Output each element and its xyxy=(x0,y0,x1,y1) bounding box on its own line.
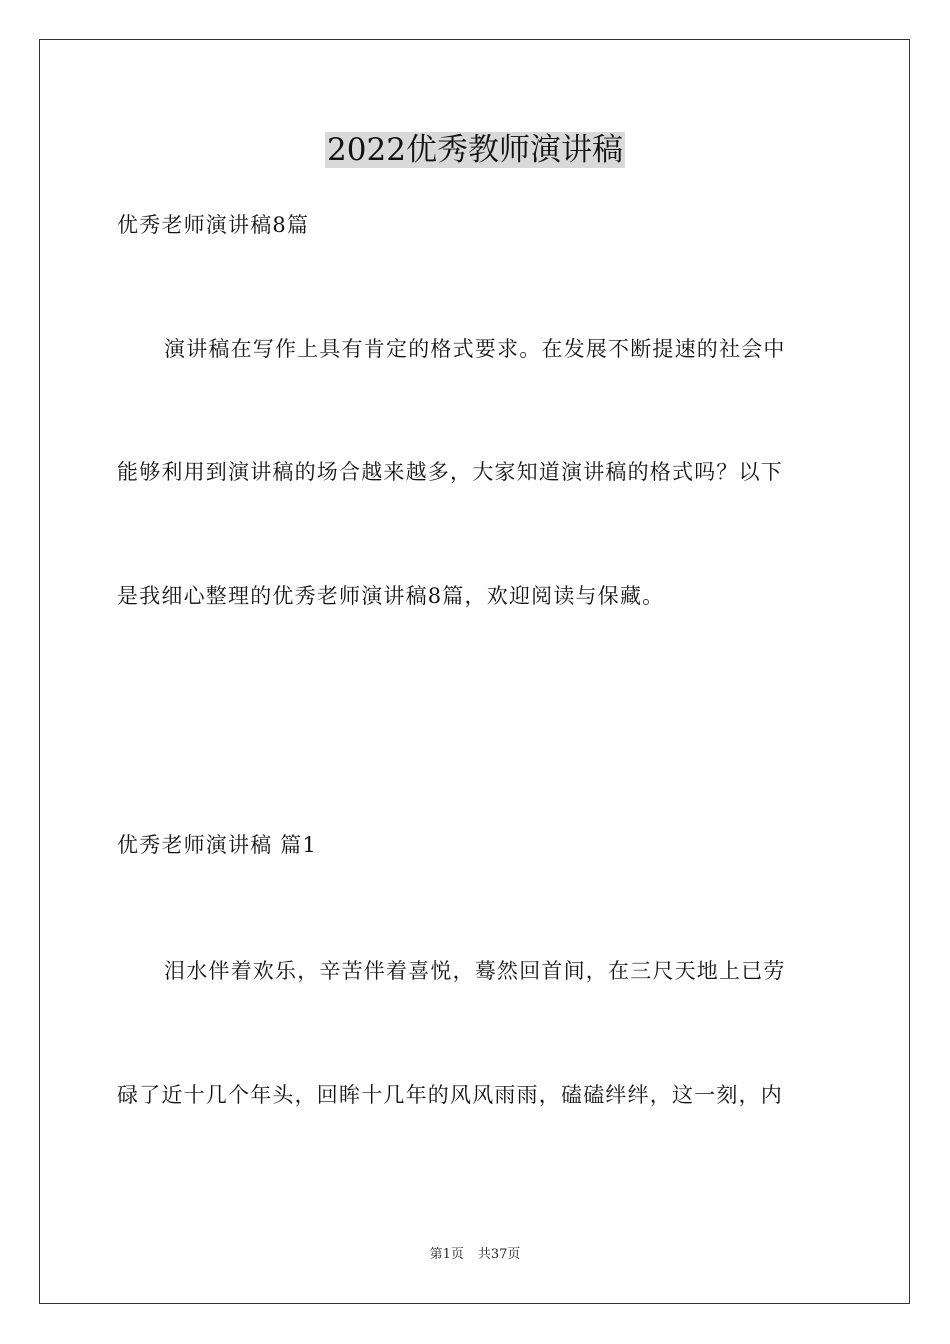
section-line-1: 泪水伴着欢乐，辛苦伴着喜悦，蓦然回首间，在三尺天地上已劳 xyxy=(164,959,786,983)
intro-line-1: 演讲稿在写作上具有肯定的格式要求。在发展不断提速的社会中 xyxy=(164,337,786,361)
page-number: 第1页 xyxy=(429,1247,464,1262)
page-footer xyxy=(0,1246,950,1264)
document-subtitle: 优秀老师演讲稿8篇 xyxy=(117,213,310,237)
intro-line-2: 能够利用到演讲稿的场合越来越多，大家知道演讲稿的格式吗？以下 xyxy=(117,460,783,484)
document-title xyxy=(0,128,950,172)
document-title-text: 2022优秀教师演讲稿 xyxy=(327,132,623,168)
intro-line-3: 是我细心整理的优秀老师演讲稿8篇，欢迎阅读与保藏。 xyxy=(117,584,665,608)
section-heading: 优秀老师演讲稿 篇1 xyxy=(117,833,318,857)
section-line-2: 碌了近十几个年头，回眸十几年的风风雨雨，磕磕绊绊，这一刻，内 xyxy=(117,1083,783,1107)
page-total: 共37页 xyxy=(477,1247,521,1262)
